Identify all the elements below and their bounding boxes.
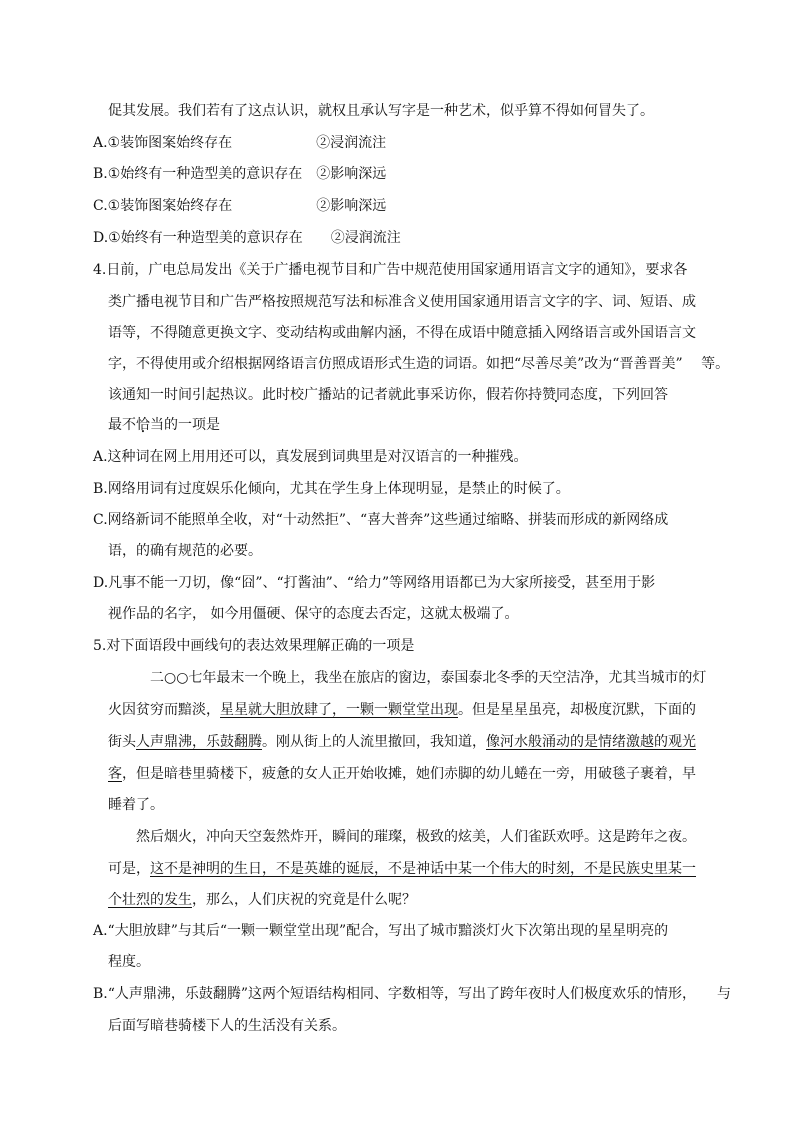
q3-option-d: D.①始终有一种造型美的意识存在 ②浸润流注 bbox=[93, 230, 401, 246]
q3-option-b: B.①始终有一种造型美的意识存在 ②影响深远 bbox=[93, 166, 387, 182]
passage-text: 街头 bbox=[108, 734, 136, 750]
passage-text: ，那么，人们庆祝的究竟是什么呢？ bbox=[192, 892, 416, 908]
q5-passage-line bbox=[108, 859, 696, 879]
q5-passage-line: 然后烟火，冲向天空轰然炸开，瞬间的璀璨，极致的炫美，人们雀跃欢呼。这是跨年之夜。 bbox=[136, 829, 696, 845]
q4-option-a: A.这种词在网上用用还可以，真发展到词典里是对汉语言的一种摧残。 bbox=[93, 449, 528, 465]
q4-option-c-cont: 语，的确有规范的必要。 bbox=[108, 543, 262, 559]
underlined-sentence: 这不是神明的生日，不是英雄的诞辰，不是神话中某一个伟大的时刻，不是民族史里某一 bbox=[150, 861, 696, 877]
underlined-sentence: 像河水般涌动的是情绪激越的观光 bbox=[486, 734, 696, 750]
emphasis-word-inappropriate: 不恰当 bbox=[122, 417, 164, 433]
q3-option-c: C.①装饰图案始终存在 ②影响深远 bbox=[93, 198, 387, 214]
q4-stem-text: 态度，下列回答 bbox=[570, 387, 668, 403]
q5-option-a-cont: 程度。 bbox=[108, 954, 150, 970]
passage-text: 可是， bbox=[108, 861, 150, 877]
passage-text: 。但是星星虽亮，却极度沉默，下面的 bbox=[458, 702, 696, 718]
q4-option-b: B.网络用词有过度娱乐化倾向，尤其在学生身上体现明显，是禁止的时候了。 bbox=[93, 481, 570, 497]
q3-option-a: A.①装饰图案始终存在 ②浸润流注 bbox=[93, 135, 387, 151]
q4-stem-line bbox=[108, 385, 668, 405]
q5-passage-line bbox=[108, 764, 696, 784]
q4-stem-line: 字，不得使用或介绍根据网络语言仿照成语形式生造的词语。如把“尽善尽美”改为“晋善晋美” 等。 bbox=[108, 356, 730, 372]
q4-option-d: D.凡事不能一刀切，像“囧”、“打酱油”、“给力”等网络用语都已为大家所接受，甚至用于影 bbox=[93, 575, 656, 591]
passage-text: ，但是暗巷里骑楼下，疲惫的女人正开始收摊，她们赤脚的幼儿蜷在一旁，用破毯子裹着，早 bbox=[122, 766, 696, 782]
q5-option-b: B.“人声鼎沸，乐鼓翻腾”这两个短语结构相同、字数相等，写出了跨年夜时人们极度欢乐的情形， 与 bbox=[93, 986, 732, 1002]
q5-passage-line bbox=[108, 732, 696, 752]
q4-stem-text: 最 bbox=[108, 417, 122, 433]
emphasis-word-agree: 赞同 bbox=[542, 387, 570, 403]
underlined-sentence: 客 bbox=[108, 766, 122, 782]
q5-passage-line: 睡着了。 bbox=[108, 797, 164, 813]
underlined-sentence: 星星就大胆放肆了，一颗一颗堂堂出现 bbox=[220, 702, 458, 718]
passage-text: 火因贫穷而黯淡， bbox=[108, 702, 220, 718]
q5-option-b-cont: 后面写暗巷骑楼下人的生活没有关系。 bbox=[108, 1018, 346, 1034]
underlined-sentence: 人声鼎沸，乐鼓翻腾 bbox=[136, 734, 262, 750]
passage-tail-line: 促其发展。我们若有了这点认识，就权且承认写字是一种艺术，似乎算不得如何冒失了。 bbox=[108, 103, 654, 119]
q4-stem-text: 该通知一时间引起热议。此时校广播站的记者就此事采访你，假若你持 bbox=[108, 387, 542, 403]
q4-stem-line: 语等，不得随意更换文字、变动结构或曲解内涵，不得在成语中随意插入网络语言或外国语言文 bbox=[108, 325, 696, 341]
q4-stem-line: 4.日前，广电总局发出《关于广播电视节目和广告中规范使用国家通用语言文字的通知》，要求各 bbox=[93, 262, 688, 278]
q4-stem-line bbox=[108, 415, 220, 435]
q4-option-c: C.网络新词不能照单全收，对“十动然拒”、“喜大普奔”这些通过缩略、拼装而形成的新网络成 bbox=[93, 512, 669, 528]
q5-stem: 5.对下面语段中画线句的表达效果理解正确的一项是 bbox=[93, 638, 415, 654]
q4-stem-line: 类广播电视节目和广告严格按照规范写法和标准含义使用国家通用语言文字的字、词、短语、成 bbox=[108, 294, 696, 310]
passage-text: 。刚从街上的人流里撤回，我知道， bbox=[262, 734, 486, 750]
q5-passage-line bbox=[108, 890, 416, 910]
q4-stem-text: 的一项是 bbox=[164, 417, 220, 433]
underlined-sentence: 个壮烈的发生 bbox=[108, 892, 192, 908]
q5-passage-line bbox=[108, 700, 696, 720]
q5-passage-line: 二○○七年最末一个晚上，我坐在旅店的窗边，泰国泰北冬季的天空洁净，尤其当城市的灯 bbox=[150, 670, 707, 686]
q4-option-d-cont: 视作品的名字， 如今用僵硬、保守的态度去否定，这就太极端了。 bbox=[108, 606, 519, 622]
q5-option-a: A.“大胆放肆”与其后“一颗一颗堂堂出现”配合，写出了城市黯淡灯火下次第出现的星星明亮的 bbox=[93, 923, 669, 939]
